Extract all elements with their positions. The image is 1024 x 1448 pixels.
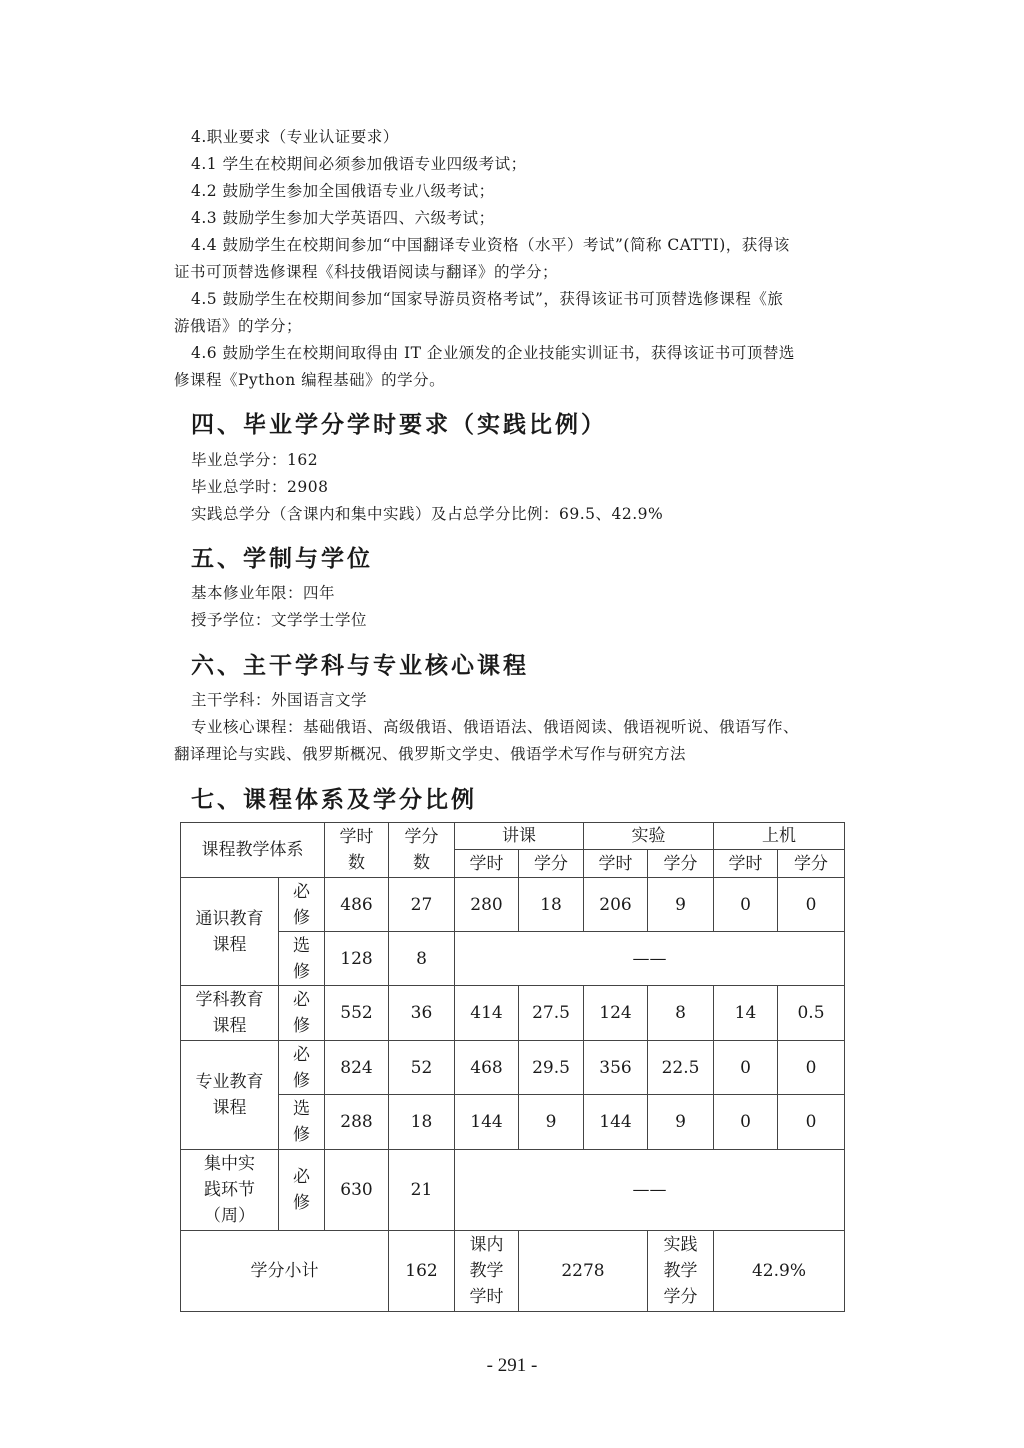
type-required: 必修 [279, 1041, 325, 1095]
table-row [181, 878, 845, 932]
cell-value: 36 [389, 986, 455, 1041]
table-row [181, 1041, 845, 1095]
requirement-item-continuation: 修课程《Python 编程基础》的学分。 [174, 371, 446, 389]
cell-value: 9 [648, 1095, 714, 1150]
requirement-item-continuation: 证书可顶替选修课程《科技俄语阅读与翻译》的学分； [174, 263, 559, 281]
subheader-credits: 学分 [519, 850, 584, 878]
type-required: 必修 [279, 1150, 325, 1231]
cell-dash: —— [455, 1150, 845, 1231]
cell-value: 630 [325, 1150, 389, 1231]
cell-value: 9 [648, 878, 714, 932]
subheader-credits: 学分 [778, 850, 845, 878]
requirement-item-continuation: 游俄语》的学分； [174, 317, 303, 335]
type-required: 必修 [279, 986, 325, 1041]
cell-value: 0 [778, 878, 845, 932]
table-row [181, 932, 845, 986]
group-general-education: 通识教育课程 [181, 878, 279, 986]
header-hours: 学时数 [325, 823, 389, 878]
type-required: 必修 [279, 878, 325, 932]
practice-ratio-value: 42.9% [714, 1231, 845, 1312]
section-title-core-courses: 六、主干学科与专业核心课程 [191, 653, 529, 679]
table-row [181, 1095, 845, 1150]
cell-value: 21 [389, 1150, 455, 1231]
cell-value: 206 [584, 878, 648, 932]
requirement-item: 4.3 鼓励学生参加大学英语四、六级考试； [191, 209, 495, 227]
cell-value: 8 [389, 932, 455, 986]
cell-value: 124 [584, 986, 648, 1041]
core-courses-continuation: 翻译理论与实践、俄罗斯概况、俄罗斯文学史、俄语学术写作与研究方法 [174, 745, 687, 763]
cell-value: 486 [325, 878, 389, 932]
curriculum-table [180, 822, 845, 1312]
main-discipline-line: 主干学科：外国语言文学 [191, 691, 368, 709]
core-courses-line: 专业核心课程：基础俄语、高级俄语、俄语语法、俄语阅读、俄语视听说、俄语写作、 [191, 718, 800, 736]
group-subject-education: 学科教育课程 [181, 986, 279, 1041]
group-concentrated-practice: 集中实践环节（周） [181, 1150, 279, 1231]
cell-value: 0 [714, 1095, 778, 1150]
cell-value: 9 [519, 1095, 584, 1150]
cell-value: 144 [455, 1095, 519, 1150]
requirement-item: 4.6 鼓励学生在校期间取得由 IT 企业颁发的企业技能实训证书，获得该证书可顶替选 [191, 344, 795, 362]
cell-value: 414 [455, 986, 519, 1041]
header-credits: 学分数 [389, 823, 455, 878]
section-title-curriculum: 七、课程体系及学分比例 [191, 787, 477, 813]
subheader-credits: 学分 [648, 850, 714, 878]
requirement-item: 4.5 鼓励学生在校期间参加“国家导游员资格考试”，获得该证书可顶替选修课程《旅 [191, 290, 784, 308]
cell-value: 27 [389, 878, 455, 932]
cell-value: 824 [325, 1041, 389, 1095]
cell-value: 18 [389, 1095, 455, 1150]
header-lab: 实验 [584, 823, 714, 850]
subheader-hours: 学时 [455, 850, 519, 878]
cell-value: 0 [714, 1041, 778, 1095]
cell-value: 0 [778, 1041, 845, 1095]
subheader-hours: 学时 [584, 850, 648, 878]
practice-ratio-line: 实践总学分（含课内和集中实践）及占总学分比例：69.5、42.9% [191, 505, 664, 523]
cell-value: 0 [778, 1095, 845, 1150]
requirements-heading: 4.职业要求（专业认证要求） [191, 128, 399, 146]
section-title-graduation-credits: 四、毕业学分学时要求（实践比例） [191, 412, 607, 438]
study-duration-line: 基本修业年限：四年 [191, 584, 336, 602]
requirement-item: 4.4 鼓励学生在校期间参加“中国翻译专业资格（水平）考试”(简称 CATTI)，获得该 [191, 236, 790, 254]
cell-value: 468 [455, 1041, 519, 1095]
practice-credits-label: 实践教学学分 [648, 1231, 714, 1312]
cell-value: 356 [584, 1041, 648, 1095]
cell-value: 128 [325, 932, 389, 986]
cell-value: 29.5 [519, 1041, 584, 1095]
table-row [181, 1150, 845, 1231]
subheader-hours: 学时 [714, 850, 778, 878]
degree-line: 授予学位：文学学士学位 [191, 611, 368, 629]
table-row-total [181, 1231, 845, 1312]
type-elective: 选修 [279, 932, 325, 986]
cell-value: 552 [325, 986, 389, 1041]
cell-value: 22.5 [648, 1041, 714, 1095]
cell-value: 144 [584, 1095, 648, 1150]
page-number: - 291 - [486, 1355, 538, 1376]
cell-value: 27.5 [519, 986, 584, 1041]
cell-value: 288 [325, 1095, 389, 1150]
cell-value: 52 [389, 1041, 455, 1095]
requirement-item: 4.1 学生在校期间必须参加俄语专业四级考试； [191, 155, 527, 173]
group-major-education: 专业教育课程 [181, 1041, 279, 1150]
inclass-hours-label: 课内教学学时 [455, 1231, 519, 1312]
header-computer: 上机 [714, 823, 845, 850]
cell-value: 280 [455, 878, 519, 932]
table-row [181, 986, 845, 1041]
total-label: 学分小计 [181, 1231, 389, 1312]
cell-value: 8 [648, 986, 714, 1041]
header-lecture: 讲课 [455, 823, 584, 850]
header-course-system: 课程教学体系 [181, 823, 325, 878]
inclass-hours-value: 2278 [519, 1231, 648, 1312]
cell-dash: —— [455, 932, 845, 986]
total-credits-line: 毕业总学分：162 [191, 451, 319, 469]
cell-value: 14 [714, 986, 778, 1041]
cell-value: 18 [519, 878, 584, 932]
total-hours-line: 毕业总学时：2908 [191, 478, 329, 496]
cell-value: 0 [714, 878, 778, 932]
cell-value: 0.5 [778, 986, 845, 1041]
total-credits: 162 [389, 1231, 455, 1312]
section-title-degree: 五、学制与学位 [191, 546, 373, 572]
type-elective: 选修 [279, 1095, 325, 1150]
requirement-item: 4.2 鼓励学生参加全国俄语专业八级考试； [191, 182, 495, 200]
